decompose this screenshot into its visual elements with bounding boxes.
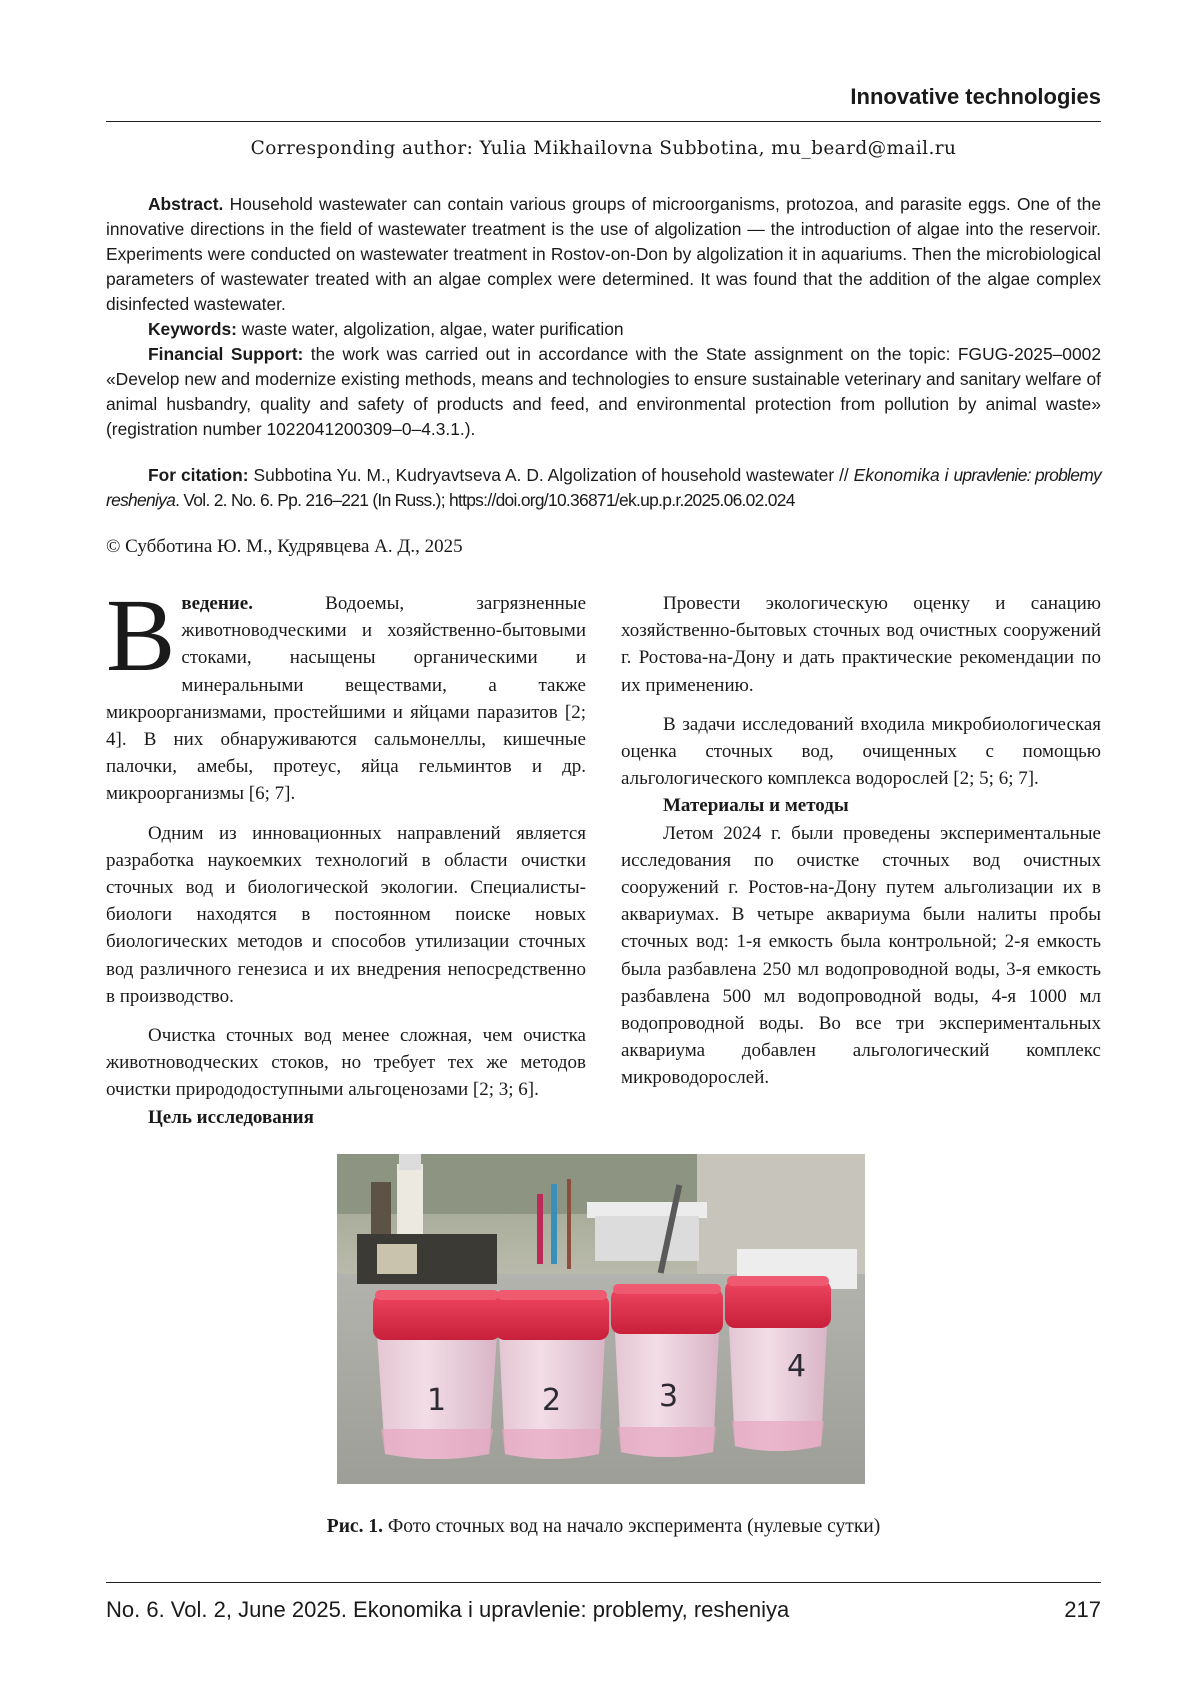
paragraph: Одним из инновационных направлений является разработка наукоемких технологий в области очистки сточных вод и биологической экологии. Специалисты-биологи находятся в постоянном поиске новых биологических методов и способов утилизации сточных вод различного генезиса и их внедрения непосредственно в производство. [106, 820, 586, 1010]
abstract-block [106, 192, 1101, 442]
methods-heading: Материалы и методы [621, 792, 1101, 819]
citation [106, 463, 1101, 513]
left-column [106, 590, 586, 1131]
figure-caption [106, 1516, 1101, 1538]
paragraph: В задачи исследований входила микробиологическая оценка сточных вод, очищенных с помощью альгологического комплекса водорослей [2; 5; 6; 7]. [621, 711, 1101, 793]
citation-label: For citation: [148, 465, 249, 485]
sample-jar [373, 1290, 501, 1459]
jar-label: 3 [659, 1379, 678, 1414]
sample-jar [725, 1276, 831, 1451]
jar-label: 4 [787, 1349, 806, 1384]
page-number: 217 [901, 1597, 1101, 1623]
citation-journal-b: upravlenie: problemy resheniya [106, 465, 1101, 510]
citation-block [106, 463, 1101, 513]
funding-text: the work was carried out in accordance with the State assignment on the topic: FGUG-2025–0002 «Develop new and modernize existing methods, means and technologies to ensure sustainable veterinary and sanitary welfare of animal husbandry, quality and safety of products and feed, and environmental protection from pollution by animal waste» (registration number 1022041200309–0–4.3.1.). [106, 344, 1101, 439]
intro-paragraph [106, 590, 586, 808]
running-head: Innovative technologies [106, 84, 1101, 110]
header-rule [106, 121, 1101, 122]
figure-photo [337, 1154, 865, 1484]
sample-jars-photo [337, 1154, 865, 1484]
citation-text-b: . Vol. 2. No. 6. Pp. 216–221 (In Russ.); https://doi.org/10.36871/ek.up.p.r.2025.06.02.024 [175, 490, 795, 510]
intro-label: ведение. [181, 593, 253, 614]
keywords-label: Keywords: [148, 319, 237, 339]
financial-support [106, 342, 1101, 442]
caption-label: Рис. 1. [327, 1516, 383, 1537]
paragraph: Провести экологическую оценку и санацию хозяйственно-бытовых сточных вод очистных сооружений г. Ростова-на-Дону и дать практические рекомендации по их применению. [621, 590, 1101, 699]
corresponding-author: Corresponding author: Yulia Mikhailovna Subbotina, mu_beard@mail.ru [106, 138, 1101, 159]
footer-rule [106, 1582, 1101, 1583]
caption-text: Фото сточных вод на начало эксперимента (нулевые сутки) [383, 1516, 880, 1537]
keywords-text: waste water, algolization, algae, water purification [237, 319, 624, 339]
intro-text: Водоемы, загрязненные животноводческими и хозяйственно-бытовыми стоками, насыщены органическими и минеральными веществами, а также микроорганизмами, простейшими и яйцами паразитов [2; 4]. В них обнаруживаются сальмонеллы, кишечные палочки, амебы, протеус, яйца гельминтов и др. микроорганизмы [6; 7]. [106, 593, 586, 804]
keywords [106, 317, 1101, 342]
footer-journal: No. 6. Vol. 2, June 2025. Ekonomika i upravlenie: problemy, resheniya [106, 1597, 789, 1623]
paragraph: Очистка сточных вод менее сложная, чем очистка животноводческих стоков, но требует тех же методов очистки природодоступными альгоценозами [2; 3; 6]. [106, 1022, 586, 1104]
paragraph: Летом 2024 г. были проведены экспериментальные исследования по очистке сточных вод очистных сооружений г. Ростов-на-Дону путем альголизации их в аквариумах. В четыре аквариума были налиты пробы сточных вод: 1-я емкость была контрольной; 2-я емкость была разбавлена 250 мл водопроводной воды, 3-я емкость разбавлена 500 мл водопроводной воды, 4-я 1000 мл водопроводной воды. Во все три экспериментальных аквариума добавлен альгологический комплекс микроводорослей. [621, 820, 1101, 1092]
copyright: © Субботина Ю. М., Кудрявцева А. Д., 2025 [106, 536, 463, 558]
jar-label: 1 [427, 1383, 446, 1418]
funding-label: Financial Support: [148, 344, 303, 364]
drop-cap: В [106, 589, 181, 675]
sample-jar [495, 1290, 609, 1459]
abstract-text: Household wastewater can contain various groups of microorganisms, protozoa, and parasite eggs. One of the innovative directions in the field of wastewater treatment is the use of algolization — the introduction of algae into the reservoir. Experiments were conducted on wastewater treatment in Rostov-on-Don by algolization it in aquariums. Then the microbiological parameters of wastewater treated with an algae complex were determined. It was found that the addition of the algae complex disinfected wastewater. [106, 194, 1101, 314]
citation-journal-a: Ekonomika i [854, 465, 949, 485]
abstract [106, 192, 1101, 317]
abstract-label: Abstract. [148, 194, 223, 214]
right-column [621, 590, 1101, 1092]
citation-text-a: Subbotina Yu. M., Kudryavtseva A. D. Algolization of household wastewater // [249, 465, 854, 485]
jar-label: 2 [542, 1383, 561, 1418]
goal-heading: Цель исследования [106, 1104, 586, 1131]
sample-jar [611, 1284, 723, 1457]
